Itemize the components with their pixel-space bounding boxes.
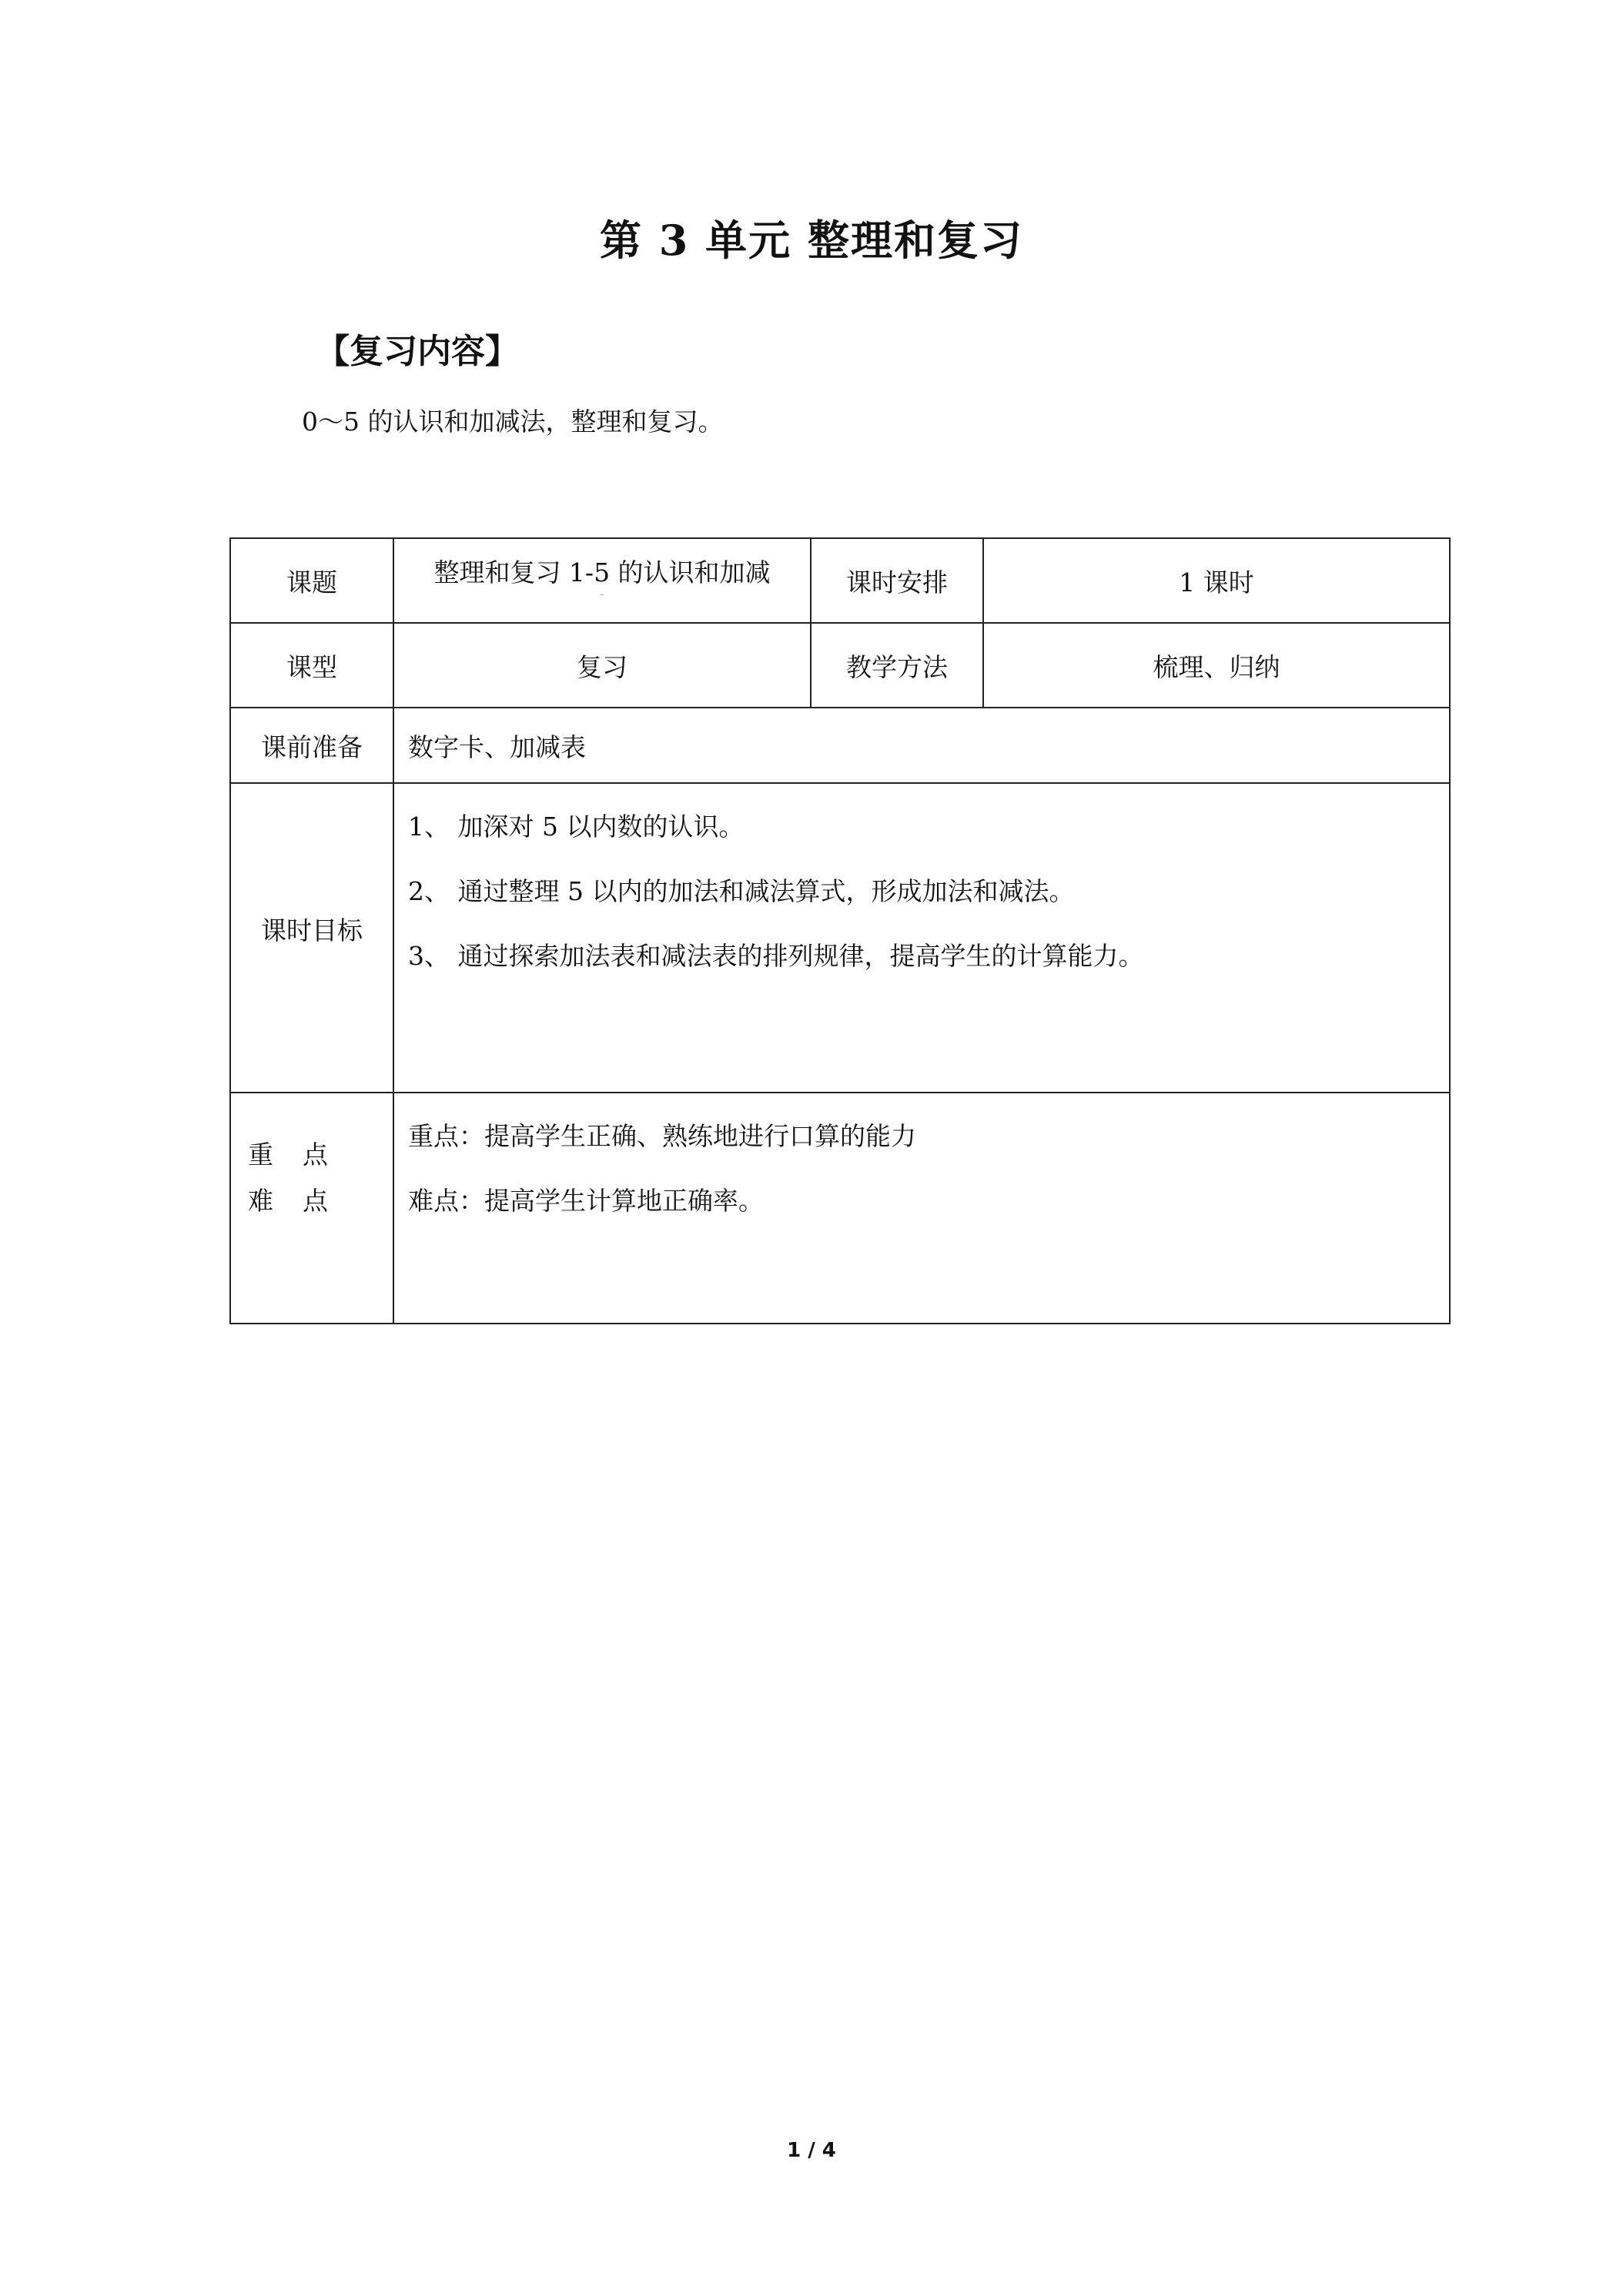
key-point-text: 重点：提高学生正确、熟练地进行口算的能力 <box>408 1121 916 1151</box>
prep-label: 课前准备 <box>230 708 393 783</box>
table-row <box>230 783 1450 1093</box>
topic-value: 整理和复习 1-5 的认识和加减 <box>433 557 771 587</box>
goals-cell <box>393 783 1450 1093</box>
schedule-label: 课时安排 <box>811 538 983 623</box>
goal-item-3: 3、 通过探索加法表和减法表的排列规律，提高学生的计算能力。 <box>408 941 1144 971</box>
difficult-label: 难点 <box>248 1186 357 1216</box>
key-label: 重点 <box>248 1140 357 1170</box>
topic-cell <box>393 538 811 623</box>
page-title: 第 3 单元 整理和复习 <box>600 216 1023 265</box>
goal-item-1: 1、 加深对 5 以内数的认识。 <box>408 812 745 842</box>
lesson-plan-table <box>229 537 1451 1324</box>
page-number: 1 / 4 <box>787 2139 836 2162</box>
topic-label: 课题 <box>230 538 393 623</box>
method-value: 梳理、归纳 <box>983 623 1450 708</box>
keypoints-cell <box>393 1093 1450 1324</box>
goals-label: 课时目标 <box>230 783 393 1093</box>
table-row <box>230 623 1450 708</box>
table-row <box>230 708 1450 783</box>
method-label: 教学方法 <box>811 623 983 708</box>
prep-value: 数字卡、加减表 <box>393 708 1450 783</box>
section-heading: 【复习内容】 <box>316 332 519 371</box>
review-content-text: 0～5 的认识和加减法，整理和复习。 <box>302 407 724 437</box>
difficult-point-text: 难点：提高学生计算地正确率。 <box>408 1186 764 1216</box>
keypoints-label-cell <box>230 1093 393 1324</box>
goal-item-2: 2、 通过整理 5 以内的加法和减法算式，形成加法和减法。 <box>408 876 1075 906</box>
table-row <box>230 1093 1450 1324</box>
type-value: 复习 <box>393 623 811 708</box>
topic-mark: - <box>600 588 604 601</box>
schedule-value: 1 课时 <box>983 538 1450 623</box>
table-row <box>230 538 1450 623</box>
type-label: 课型 <box>230 623 393 708</box>
